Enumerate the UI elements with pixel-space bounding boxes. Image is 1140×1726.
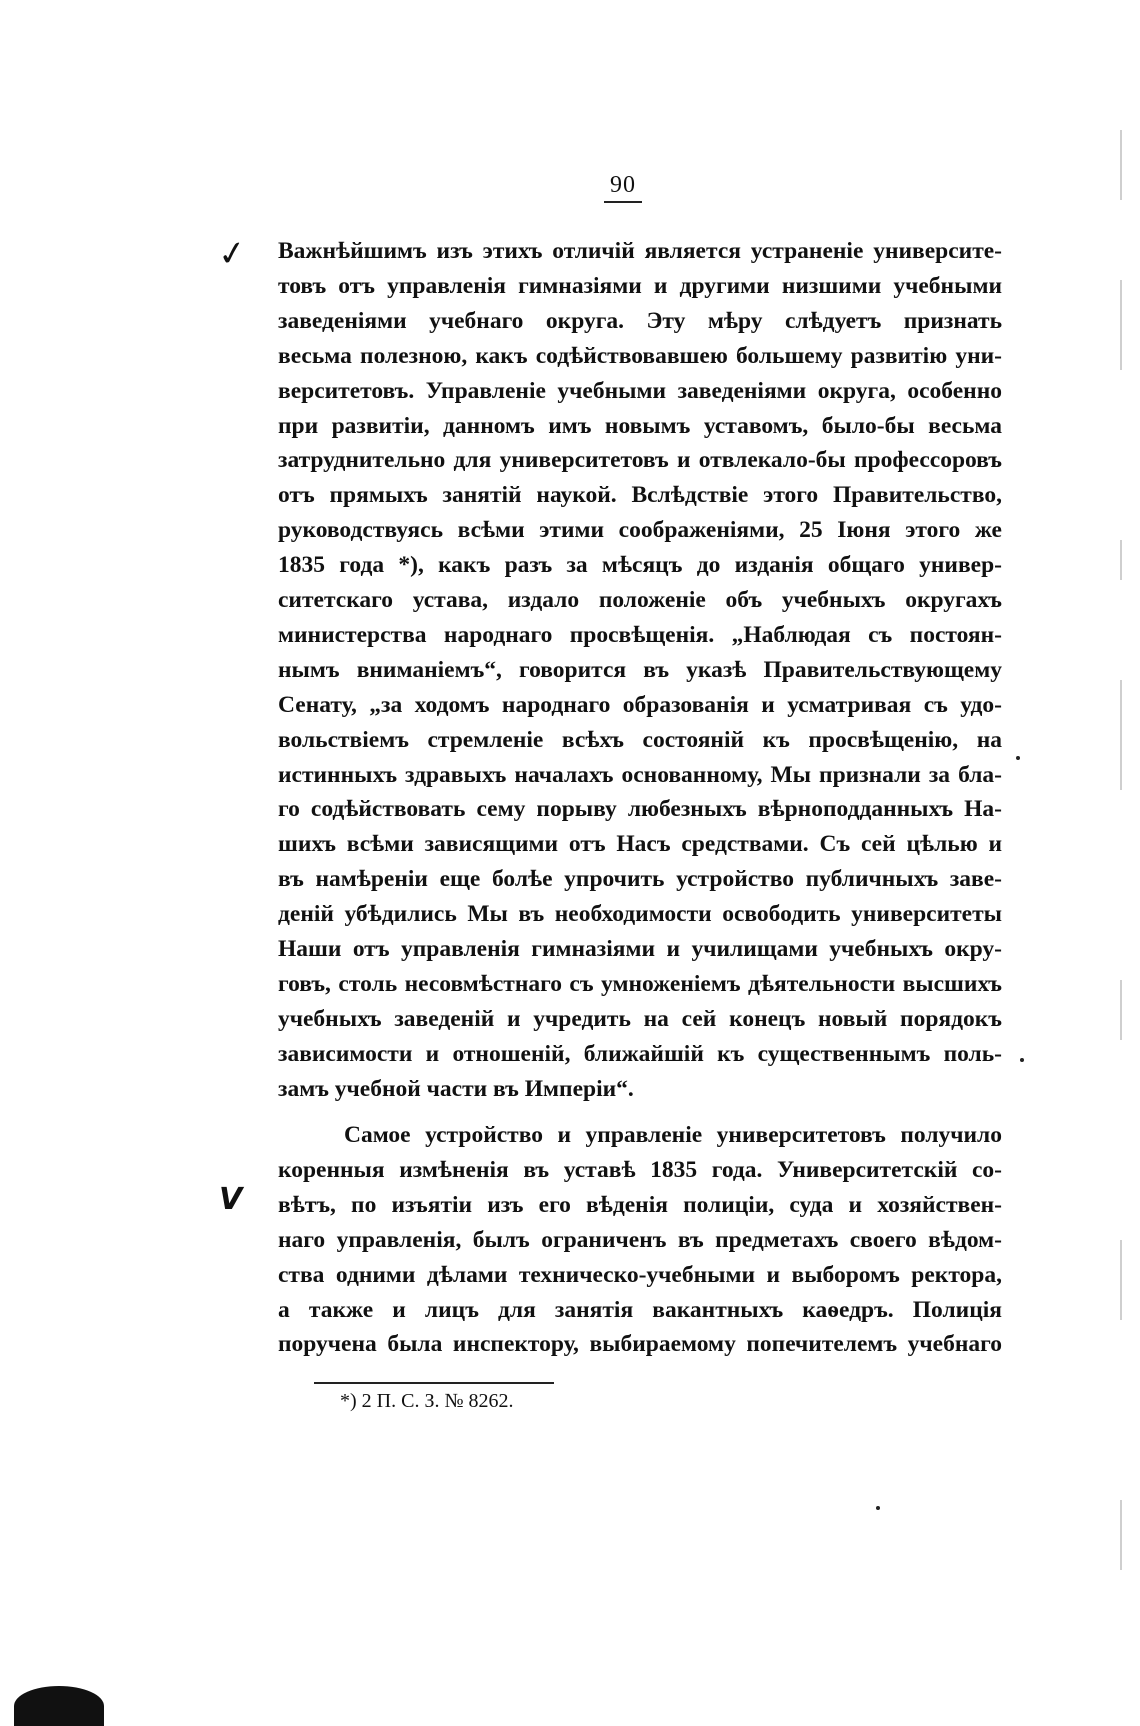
scan-blob bbox=[14, 1686, 104, 1726]
footnote-rule bbox=[314, 1382, 554, 1384]
text-line: коренныя измѣненія въ уставѣ 1835 года. Университетскій со- bbox=[278, 1156, 1002, 1183]
text-line: отъ прямыхъ занятій наукой. Вслѣдствіе этого Правительство, bbox=[278, 482, 1002, 509]
margin-checkmark-2: V bbox=[219, 1182, 243, 1217]
text-line: нымъ вниманіемъ“, говорится въ указѣ Правительствующему bbox=[278, 656, 1002, 683]
text-line: шихъ всѣми зависящими отъ Насъ средствами. Съ сей цѣлью и bbox=[278, 831, 1002, 858]
text-line: Наши отъ управленія гимназіями и училищами учебныхъ окру- bbox=[278, 936, 1002, 962]
text-line: истинныхъ здравыхъ началахъ основанному, Мы признали за бла- bbox=[278, 761, 1002, 788]
scan-dot bbox=[1016, 756, 1020, 760]
text-line: наго управленія, былъ ограниченъ въ предметахъ своего вѣдом- bbox=[278, 1226, 1002, 1253]
footnote: *) 2 П. С. З. № 8262. bbox=[340, 1390, 514, 1412]
text-line: Важнѣйшимъ изъ этихъ отличій является устраненіе университе- bbox=[278, 238, 1002, 264]
text-line: поручена была инспектору, выбираемому попечителемъ учебнаго bbox=[278, 1331, 1002, 1358]
text-line: замъ учебной части въ Имперіи“. bbox=[278, 1075, 634, 1102]
text-line: 1835 года *), какъ разъ за мѣсяцъ до изданія общаго универ- bbox=[278, 552, 1002, 579]
margin-checkmark-1: ✓ bbox=[215, 232, 250, 276]
text-line: а также и лицъ для занятія вакантныхъ каѳедръ. Полиція bbox=[278, 1296, 1002, 1323]
text-line: вольствіемъ стремленіе всѣхъ состояній къ просвѣщенію, на bbox=[278, 726, 1002, 753]
scan-dot bbox=[876, 1506, 880, 1510]
text-line: при развитіи, данномъ имъ новымъ уставомъ, было-бы весьма bbox=[278, 412, 1002, 439]
text-line: вѣтъ, по изъятіи изъ его вѣденія полиціи, суда и хозяйствен- bbox=[278, 1191, 1002, 1218]
text-line: ситетскаго устава, издало положеніе объ учебныхъ округахъ bbox=[278, 587, 1002, 613]
text-line: въ намѣреніи еще болѣе упрочить устройство публичныхъ заве- bbox=[278, 866, 1002, 893]
scan-dot bbox=[1020, 1058, 1024, 1062]
text-line: учебныхъ заведеній и учредить на сей конецъ новый порядокъ bbox=[278, 1005, 1002, 1032]
text-line: заведеніями учебнаго округа. Эту мѣру слѣдуетъ признать bbox=[278, 307, 1002, 334]
page-number: 90 bbox=[604, 172, 642, 203]
text-line: верситетовъ. Управленіе учебными заведеніями округа, особенно bbox=[278, 377, 1002, 404]
text-line: го содѣйствовать сему порыву любезныхъ вѣрноподданныхъ На- bbox=[278, 796, 1002, 823]
scan-edge-lines bbox=[1120, 120, 1124, 1620]
text-line: товъ отъ управленія гимназіями и другими низшими учебными bbox=[278, 272, 1002, 299]
text-line: министерства народнаго просвѣщенія. „Наблюдая съ постоян- bbox=[278, 621, 1002, 648]
text-line: весьма полезною, какъ содѣйствовавшею большему развитію уни- bbox=[278, 342, 1002, 369]
text-line: ства одними дѣлами техническо-учебными и выборомъ ректора, bbox=[278, 1261, 1002, 1288]
text-line: зависимости и отношеній, ближайшій къ существеннымъ поль- bbox=[278, 1040, 1002, 1067]
text-line: Самое устройство и управленіе университетовъ получило bbox=[344, 1122, 1002, 1148]
text-line: говъ, столь несовмѣстнаго съ умноженіемъ дѣятельности высшихъ bbox=[278, 970, 1002, 997]
text-line: Сенату, „за ходомъ народнаго образованія и усматривая съ удо- bbox=[278, 691, 1002, 718]
text-line: руководствуясь всѣми этими соображеніями, 25 Іюня этого же bbox=[278, 517, 1002, 544]
text-line: затруднительно для университетовъ и отвлекало-бы профессоровъ bbox=[278, 447, 1002, 474]
text-line: деній убѣдились Мы въ необходимости освободить университеты bbox=[278, 901, 1002, 928]
